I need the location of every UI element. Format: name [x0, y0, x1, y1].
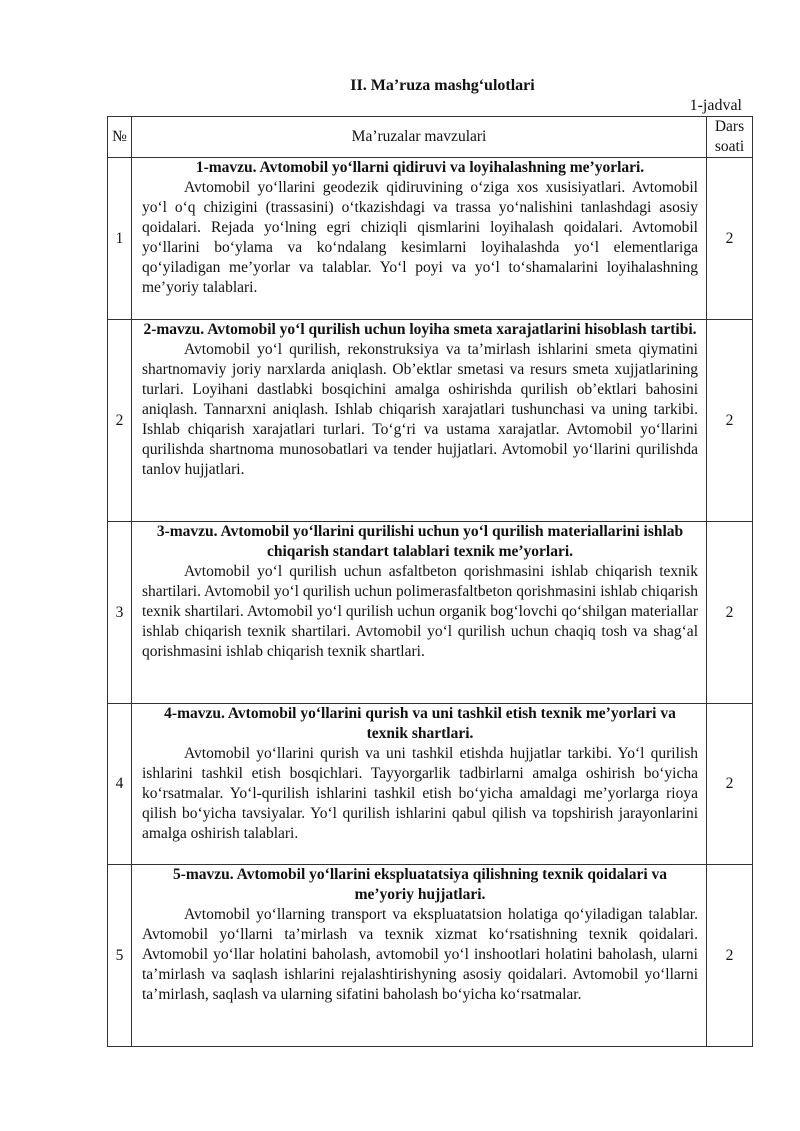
lectures-table: [107, 116, 753, 1047]
topic-cell: [132, 704, 707, 865]
row-number: 1: [108, 158, 132, 320]
topic-title: 5-mavzu. Avtomobil yo‘llarini ekspluatatsiya qilishning texnik qoidalari va me’yoriy hujjatlari.: [172, 866, 668, 903]
number-column-header: №: [108, 117, 132, 158]
topic-title: 2-mavzu. Avtomobil yo‘l qurilish uchun loyiha smeta xarajatlarini hisoblash tartibi.: [143, 321, 697, 338]
topic-title: 1-mavzu. Avtomobil yo‘llarni qidiruvi va loyihalashning me’yorlari.: [195, 159, 645, 176]
table-row: [108, 704, 753, 865]
row-number: 3: [108, 522, 132, 704]
table-row: [108, 158, 753, 320]
topic-cell: [132, 158, 707, 320]
topic-title: 3-mavzu. Avtomobil yo‘llarini qurilishi uchun yo‘l qurilish materiallarini ishlab chiqarish standart talablari texnik me’yorlari.: [156, 523, 684, 560]
table-row: [108, 522, 753, 704]
row-hours: 2: [707, 158, 753, 320]
row-hours: 2: [707, 320, 753, 522]
row-hours: 2: [707, 522, 753, 704]
topic-cell: [132, 522, 707, 704]
table-row: [108, 320, 753, 522]
row-number: 5: [108, 865, 132, 1047]
topic-description: Avtomobil yo‘l qurilish, rekonstruksiya va ta’mirlash ishlarini smeta qiymatini shartnomaviy joriy narxlarda aniqlash. Ob’ektlar smetasi va resurs smeta xujjatlarining turlari. Loyihani dastlabki bosqichini amalga oshirishda qurilish ob’ektlari bahosini aniqlash. Tannarxni aniqlash. Ishlab chiqarish xarajatlari tushunchasi va uning tarkibi. Ishlab chiqarish xarajatlari turlari. To‘g‘ri va ustama xarajatlar. Avtomobil yo‘llarini qurilishda shartnoma munosobatlari va tender hujjatlari. Avtomobil yo‘llarini qurilishda tanlov hujjatlari.: [142, 341, 698, 478]
topic-description: Avtomobil yo‘l qurilish uchun asfaltbeton qorishmasini ishlab chiqarish texnik shartilari. Avtomobil yo‘l qurilish uchun polimerasfaltbeton qorishmasini ishlab chiqarish texnik shartilari. Avtomobil yo‘l qurilish uchun organik bog‘lovchi qo‘shilgan materiallar ishlab chiqarish texnik shartilari. Avtomobil yo‘l qurilish uchun chaqiq tosh va shag‘al qorishmasini ishlab chiqarish texnik shartlari.: [142, 563, 698, 660]
row-number: 4: [108, 704, 132, 865]
hours-column-header: Dars soati: [707, 117, 753, 158]
topic-cell: [132, 320, 707, 522]
topic-description: Avtomobil yo‘llarning transport va ekspluatatsion holatiga qo‘yiladigan talablar. Avtomobil yo‘llarni ta’mirlash va texnik xizmat ko‘rsatishning texnik qoidalari. Avtomobil yo‘llar holatini baholash, avtomobil yo‘l inshootlari holatini baholash, ularni ta’mirlash va saqlash ishlarini rejalashtirishyning asosiy qoidalari. Avtomobil yo‘llarni ta’mirlash, saqlash va ularning sifatini baholash bo‘yicha ko‘rsatmalar.: [142, 906, 698, 1003]
topic-column-header: Ma’ruzalar mavzulari: [132, 117, 707, 158]
topic-description: Avtomobil yo‘llarini geodezik qidiruvining o‘ziga xos xusisiyatlari. Avtomobil yo‘l o‘q chizigini (trassasini) o‘tkazishdagi va trassa yo‘nalishini tanlashdagi asosiy qoidalari. Rejada yo‘lning egri chiziqli qismlarini loyihalash qoidalari. Avtomobil yo‘llarini bo‘ylama va ko‘ndalang kesimlarni loyihalashda yo‘l elementlariga qo‘yiladigan me’yorlar va talablar. Yo‘l poyi va yo‘l to‘shamalarini loyihalashning me’yoriy talablari.: [142, 179, 698, 296]
table-row: [108, 865, 753, 1047]
table-label: 1-jadval: [689, 97, 742, 114]
row-hours: 2: [707, 704, 753, 865]
topic-title: 4-mavzu. Avtomobil yo‘llarini qurish va uni tashkil etish texnik me’yorlari va texnik shartlari.: [164, 705, 676, 742]
section-heading: II. Ma’ruza mashg‘ulotlari: [350, 77, 535, 94]
row-number: 2: [108, 320, 132, 522]
row-hours: 2: [707, 865, 753, 1047]
topic-description: Avtomobil yo‘llarini qurish va uni tashkil etishda hujjatlar tarkibi. Yo‘l qurilish ishlarini tashkil etish bosqichlari. Tayyorgarlik tadbirlarni amalga oshirish bo‘yicha ko‘rsatmalar. Yo‘l-qurilish ishlarini tashkil etish bo‘yicha amaldagi me’yorlarga rioya qilish bo‘yicha tavsiyalar. Yo‘l qurilish ishlarini qabul qilish va topshirish jarayonlarini amalga oshirish talablari.: [142, 745, 698, 842]
topic-cell: [132, 865, 707, 1047]
table-header-row: [108, 117, 753, 158]
